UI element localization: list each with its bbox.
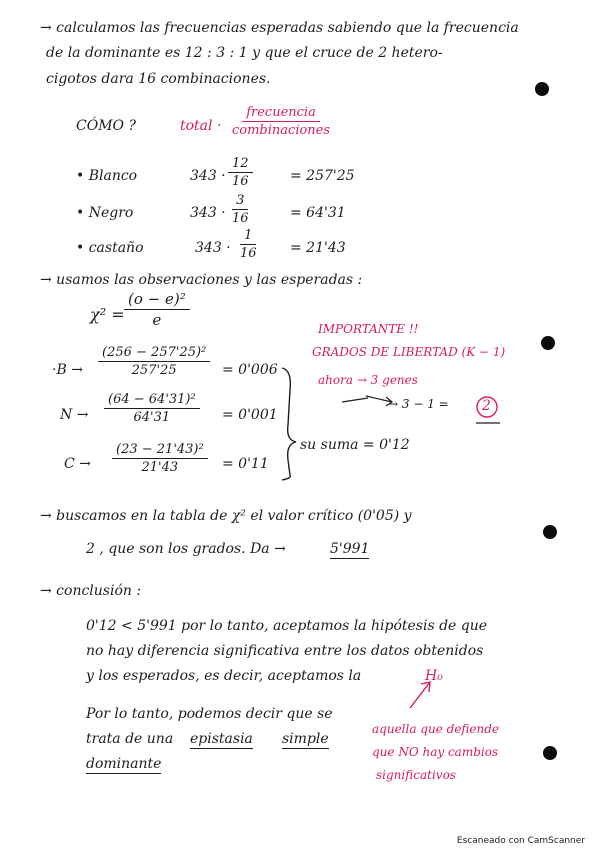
castano-result: = 21'43 xyxy=(290,240,346,256)
importante-label: IMPORTANTE !! xyxy=(318,322,419,336)
fraction-denominator: combinaciones xyxy=(232,123,331,138)
note-line-2: que NO hay cambios xyxy=(372,745,499,759)
slash-mark xyxy=(342,398,368,402)
blanco-result: = 257'25 xyxy=(290,168,355,184)
intro-line-3: cigotos dara 16 combinaciones. xyxy=(46,71,271,87)
blanco-multiplier: 343 · xyxy=(190,168,226,184)
c-label: C → xyxy=(64,456,91,472)
h0-symbol: H₀ xyxy=(425,668,443,684)
b-num: (256 − 257'25)² xyxy=(98,345,210,362)
negro-den: 16 xyxy=(232,211,249,226)
c-num: (23 − 21'43)² xyxy=(112,442,208,459)
c-den: 21'43 xyxy=(141,460,179,475)
castano-label: • castaño xyxy=(76,240,144,256)
simple-word: simple xyxy=(282,731,329,747)
negro-multiplier: 343 · xyxy=(190,205,226,221)
negro-num: 3 xyxy=(232,193,248,210)
intro-line-1: → calculamos las frecuencias esperadas sabiendo que la frecuencia xyxy=(40,20,519,36)
castano-num: 1 xyxy=(240,228,256,245)
total-label: total · xyxy=(180,118,222,134)
brace-icon xyxy=(282,368,296,480)
buscamos-line-1: → buscamos en la tabla de χ² el valor crítico (0'05) y xyxy=(40,508,412,524)
negro-result: = 64'31 xyxy=(290,205,346,221)
blanco-label: • Blanco xyxy=(76,168,138,184)
castano-den: 16 xyxy=(240,246,257,261)
sum-label: su suma = 0'12 xyxy=(300,437,410,453)
conclusion-heading: → conclusión : xyxy=(40,583,142,599)
note-line-3: significativos xyxy=(376,768,456,782)
b-den: 257'25 xyxy=(131,363,177,378)
n-label: N → xyxy=(60,407,89,423)
usamos-line: → usamos las observaciones y las esperadas : xyxy=(40,272,363,288)
b-label: ·B → xyxy=(52,362,83,378)
scanner-footer: Escaneado con CamScanner xyxy=(456,836,585,846)
ahora-label: ahora → 3 genes xyxy=(318,373,418,387)
negro-label: • Negro xyxy=(76,205,134,221)
buscamos-line-2: 2 , que son los grados. Da → xyxy=(86,541,286,557)
tres-menos-label: → 3 − 1 = xyxy=(388,397,449,411)
note-line-1: aquella que defiende xyxy=(372,722,500,736)
dominante-word: dominante xyxy=(86,756,162,772)
epistasia-word: epistasia xyxy=(190,731,253,747)
chi-den: e xyxy=(152,311,162,329)
como-label: CÓMO ? xyxy=(76,118,136,134)
conclusion-line-3: y los esperados, es decir, aceptamos la xyxy=(86,668,362,684)
n-den: 64'31 xyxy=(133,410,171,425)
fraction-numerator: frecuencia xyxy=(242,105,320,122)
c-result: = 0'11 xyxy=(222,456,269,472)
h0-arrow-icon xyxy=(410,682,430,708)
grados-label: GRADOS DE LIBERTAD (K − 1) xyxy=(312,345,506,359)
grados-result: 2 xyxy=(482,398,491,414)
conclusion-line-2: no hay diferencia significativa entre los datos obtenidos xyxy=(86,643,484,659)
critical-value: 5'991 xyxy=(330,541,370,557)
conclusion-line-1: 0'12 < 5'991 por lo tanto, aceptamos la hipótesis de que xyxy=(86,618,488,634)
intro-line-2: de la dominante es 12 : 3 : 1 y que el cruce de 2 hetero- xyxy=(46,45,443,61)
por-lo-tanto-line-2a: trata de una xyxy=(86,731,174,747)
n-num: (64 − 64'31)² xyxy=(104,392,200,409)
n-result: = 0'001 xyxy=(222,407,278,423)
blanco-den: 16 xyxy=(232,174,249,189)
castano-multiplier: 343 · xyxy=(195,240,231,256)
por-lo-tanto-line-1: Por lo tanto, podemos decir que se xyxy=(86,706,333,722)
b-result: = 0'006 xyxy=(222,362,278,378)
blanco-num: 12 xyxy=(228,156,253,173)
chi-lhs: χ² = xyxy=(90,305,125,324)
chi-num: (o − e)² xyxy=(124,290,190,310)
